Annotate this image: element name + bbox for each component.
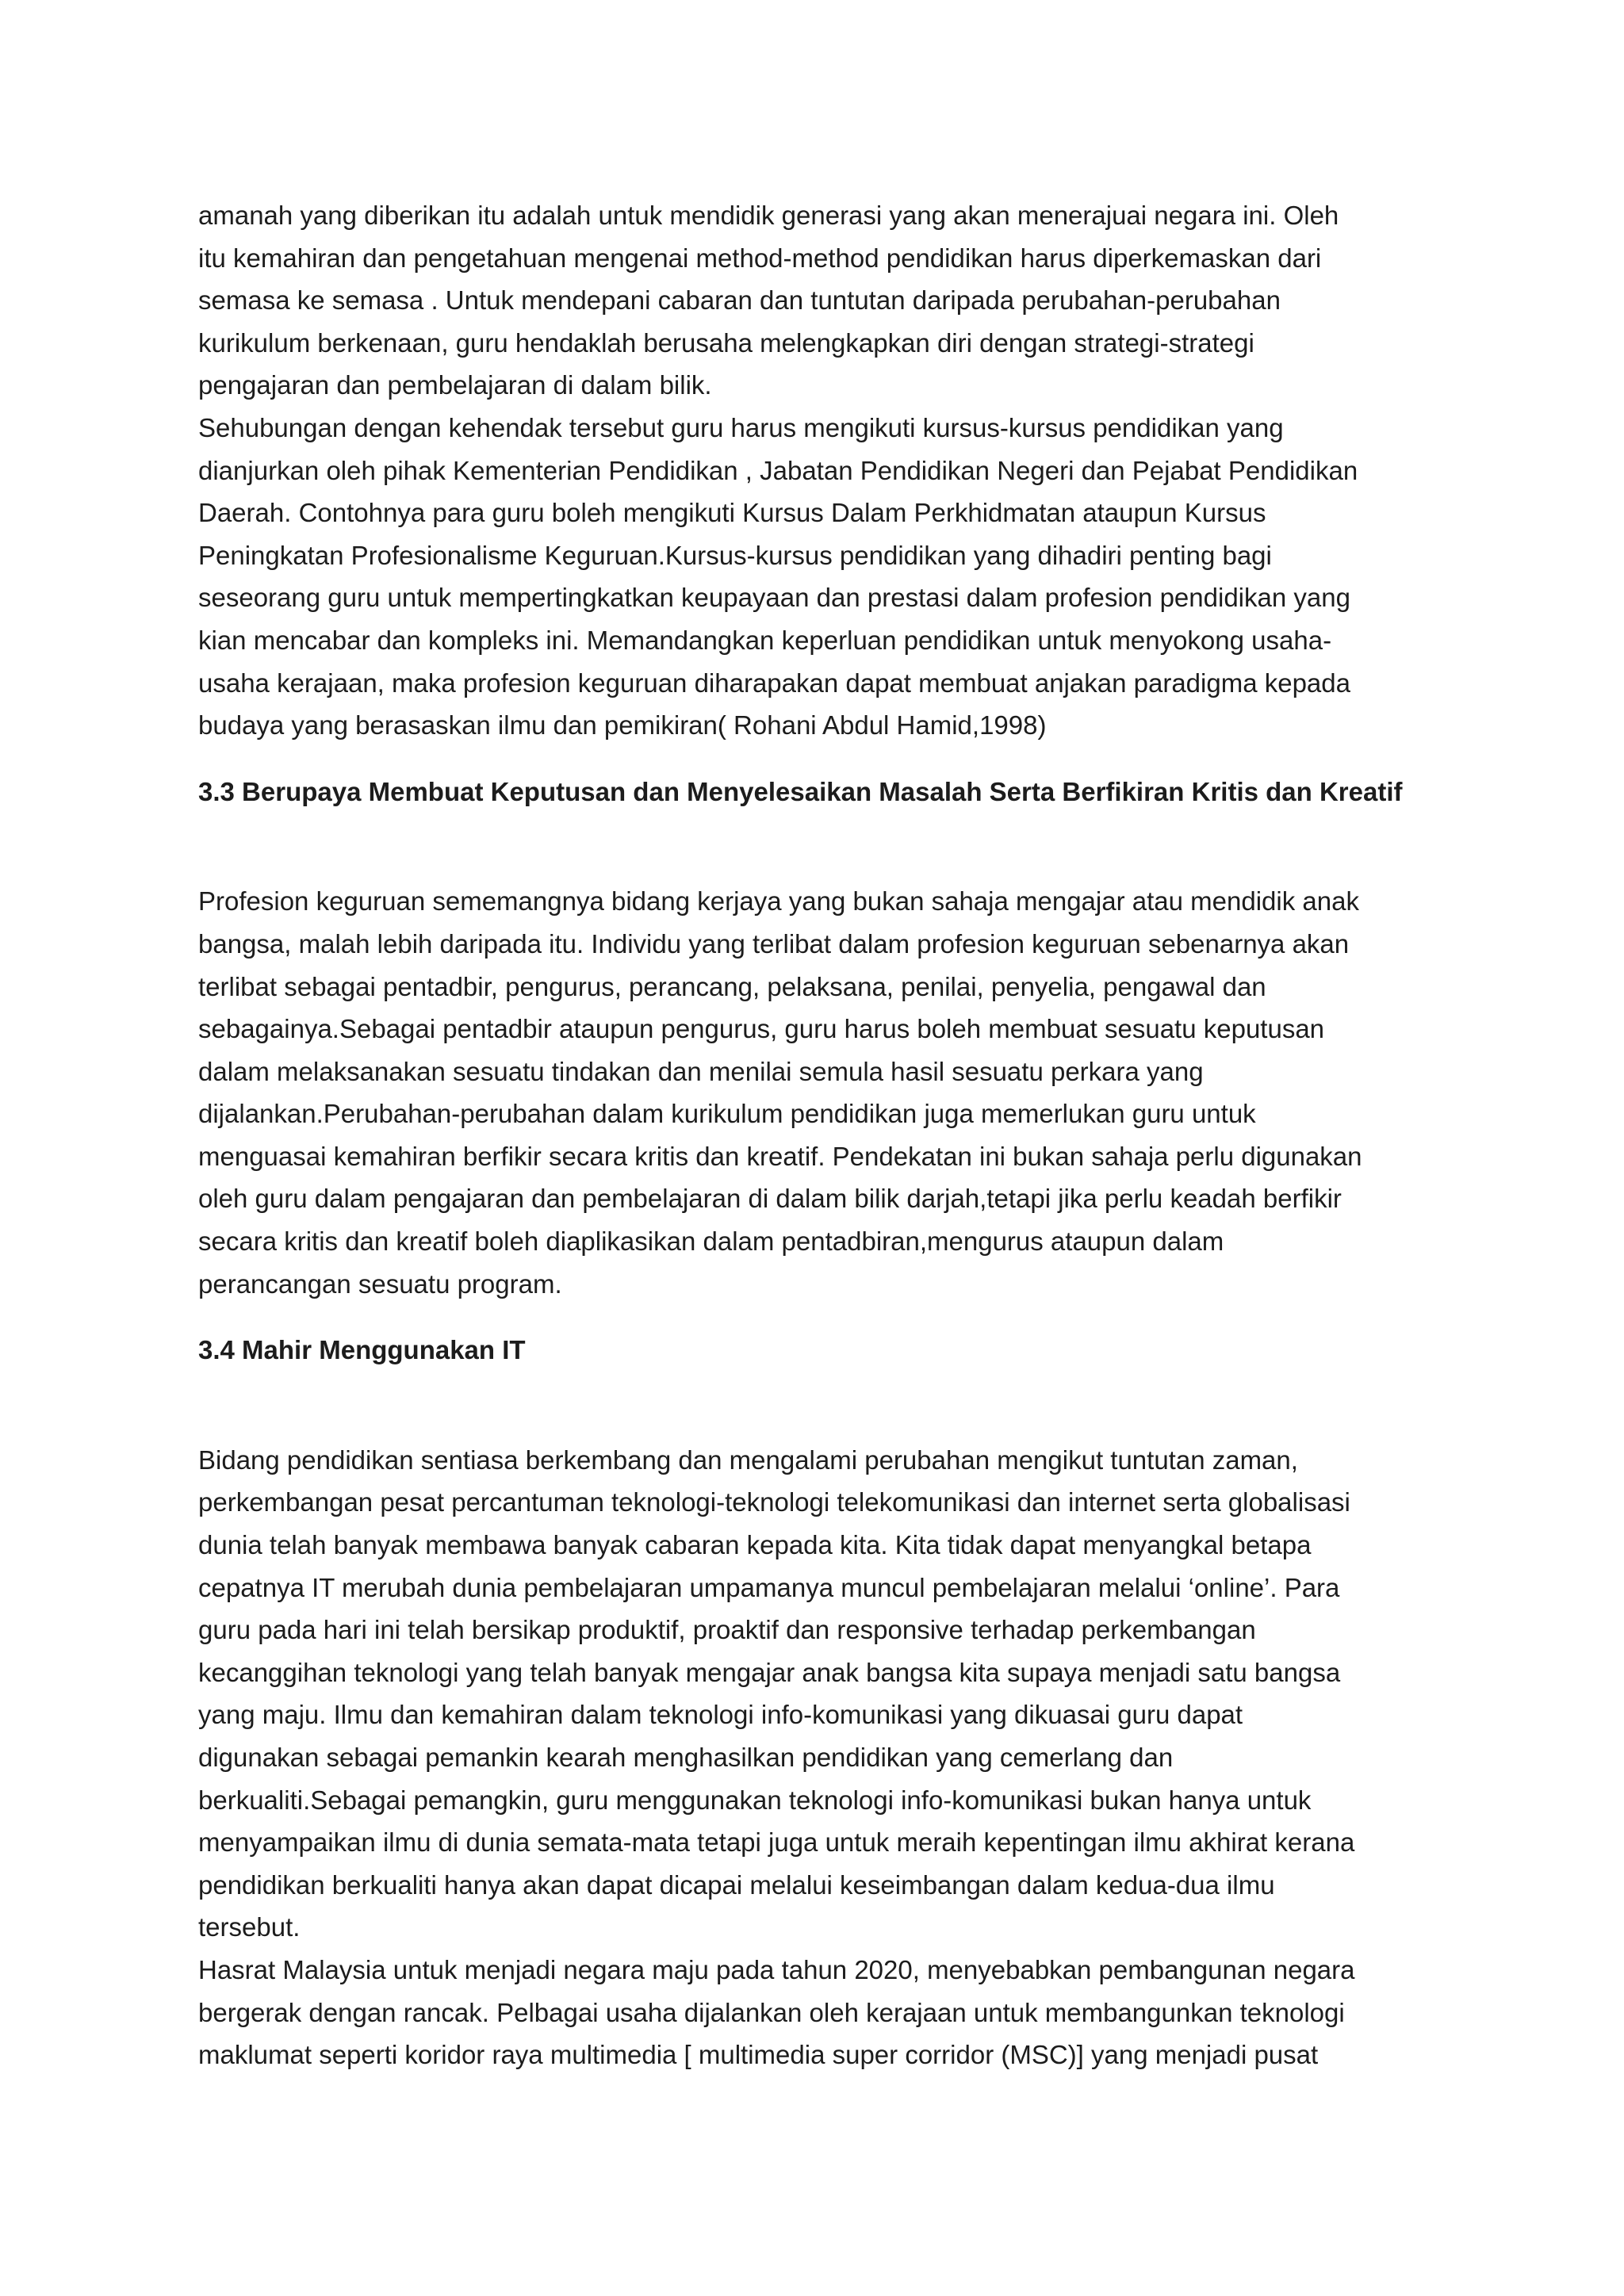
text-line: sebagainya.Sebagai pentadbir ataupun pengurus, guru harus boleh membuat sesuatu keputusan: [198, 1014, 1325, 1044]
text-line: Profesion keguruan sememangnya bidang kerjaya yang bukan sahaja mengajar atau mendidik anak: [198, 886, 1359, 916]
text-line: menyampaikan ilmu di dunia semata-mata tetapi juga untuk meraih kepentingan ilmu akhirat kerana: [198, 1827, 1355, 1858]
text-line: terlibat sebagai pentadbir, pengurus, perancang, pelaksana, penilai, penyelia, pengawal dan: [198, 971, 1266, 1001]
text-line: berkualiti.Sebagai pemangkin, guru menggunakan teknologi info-komunikasi bukan hanya untuk: [198, 1785, 1312, 1815]
text-line: digunakan sebagai pemankin kearah menghasilkan pendidikan yang cemerlang dan: [198, 1743, 1174, 1772]
text-line: Hasrat Malaysia untuk menjadi negara maju pada tahun 2020, menyebabkan pembangunan negara: [198, 1954, 1355, 1984]
text-line: guru pada hari ini telah bersikap produktif, proaktif dan responsive terhadap perkembangan: [198, 1615, 1256, 1645]
text-line: perkembangan pesat percantuman teknologi-teknologi telekomunikasi dan internet serta globalisasi: [198, 1487, 1350, 1517]
section-heading-3-4: 3.4 Mahir Menggunakan IT: [198, 1335, 526, 1365]
text-line: cepatnya IT merubah dunia pembelajaran umpamanya muncul pembelajaran melalui ‘online’. Para: [198, 1572, 1340, 1602]
text-line: bergerak dengan rancak. Pelbagai usaha dijalankan oleh kerajaan untuk membangunkan teknologi: [198, 1997, 1345, 2027]
text-line: Peningkatan Profesionalisme Keguruan.Kursus-kursus pendidikan yang dihadiri penting bagi: [198, 540, 1272, 570]
text-line: oleh guru dalam pengajaran dan pembelajaran di dalam bilik darjah,tetapi jika perlu keadah berfikir: [198, 1184, 1342, 1214]
text-line: tersebut.: [198, 1912, 301, 1942]
text-line: dunia telah banyak membawa banyak cabaran kepada kita. Kita tidak dapat menyangkal betapa: [198, 1530, 1312, 1560]
text-line: yang maju. Ilmu dan kemahiran dalam teknologi info-komunikasi yang dikuasai guru dapat: [198, 1700, 1243, 1730]
text-line: dijalankan.Perubahan-perubahan dalam kurikulum pendidikan juga memerlukan guru untuk: [198, 1099, 1256, 1129]
text-line: kurikulum berkenaan, guru hendaklah berusaha melengkapkan diri dengan strategi-strategi: [198, 327, 1254, 358]
paragraph-block-3: [198, 1439, 1451, 2076]
spacer: [198, 1305, 1451, 1329]
text-line: usaha kerajaan, maka profesion keguruan diharapakan dapat membuat anjakan paradigma kepada: [198, 668, 1350, 698]
text-line: pengajaran dan pembelajaran di dalam bilik.: [198, 370, 712, 400]
text-line: kian mencabar dan kompleks ini. Memandangkan keperluan pendidikan untuk menyokong usaha-: [198, 625, 1332, 655]
paragraph-block-1: [198, 194, 1451, 747]
text-line: amanah yang diberikan itu adalah untuk mendidik generasi yang akan menerajuai negara ini. Oleh: [198, 201, 1339, 230]
section-heading-3-3: 3.3 Berupaya Membuat Keputusan dan Menyelesaikan Masalah Serta Berfikiran Kritis dan Kreatif: [198, 776, 1403, 806]
text-line: secara kritis dan kreatif boleh diaplikasikan dalam pentadbiran,mengurus ataupun dalam: [198, 1226, 1224, 1257]
text-line: Daerah. Contohnya para guru boleh mengikuti Kursus Dalam Perkhidmatan ataupun Kursus: [198, 498, 1266, 528]
text-line: pendidikan berkualiti hanya akan dapat dicapai melalui keseimbangan dalam kedua-dua ilmu: [198, 1869, 1275, 1900]
text-line: maklumat seperti koridor raya multimedia [ multimedia super corridor (MSC)] yang menjadi pusat: [198, 2040, 1319, 2070]
text-line: semasa ke semasa . Untuk mendepani cabaran dan tuntutan daripada perubahan-perubahan: [198, 285, 1281, 316]
text-line: kecanggihan teknologi yang telah banyak mengajar anak bangsa kita supaya menjadi satu bangsa: [198, 1657, 1341, 1687]
text-line: dianjurkan oleh pihak Kementerian Pendidikan , Jabatan Pendidikan Negeri dan Pejabat Pendidikan: [198, 455, 1358, 485]
text-line: menguasai kemahiran berfikir secara kritis dan kreatif. Pendekatan ini bukan sahaja perlu digunakan: [198, 1141, 1362, 1171]
text-line: dalam melaksanakan sesuatu tindakan dan menilai semula hasil sesuatu perkara yang: [198, 1056, 1204, 1086]
text-line: bangsa, malah lebih daripada itu. Individu yang terlibat dalam profesion keguruan sebenarnya akan: [198, 928, 1350, 959]
text-line: Sehubungan dengan kehendak tersebut guru harus mengikuti kursus-kursus pendidikan yang: [198, 412, 1284, 442]
paragraph-block-2: [198, 880, 1451, 1305]
spacer: [198, 1372, 1451, 1439]
spacer: [198, 747, 1451, 771]
spacer: [198, 813, 1451, 880]
text-line: Bidang pendidikan sentiasa berkembang dan mengalami perubahan mengikut tuntutan zaman,: [198, 1445, 1298, 1475]
document-page: [198, 194, 1451, 2076]
text-line: perancangan sesuatu program.: [198, 1269, 562, 1299]
text-line: seseorang guru untuk mempertingkatkan keupayaan dan prestasi dalam profesion pendidikan yang: [198, 583, 1350, 613]
text-line: budaya yang berasaskan ilmu dan pemikiran( Rohani Abdul Hamid,1998): [198, 710, 1047, 740]
text-line: itu kemahiran dan pengetahuan mengenai method-method pendidikan harus diperkemaskan dari: [198, 243, 1322, 273]
